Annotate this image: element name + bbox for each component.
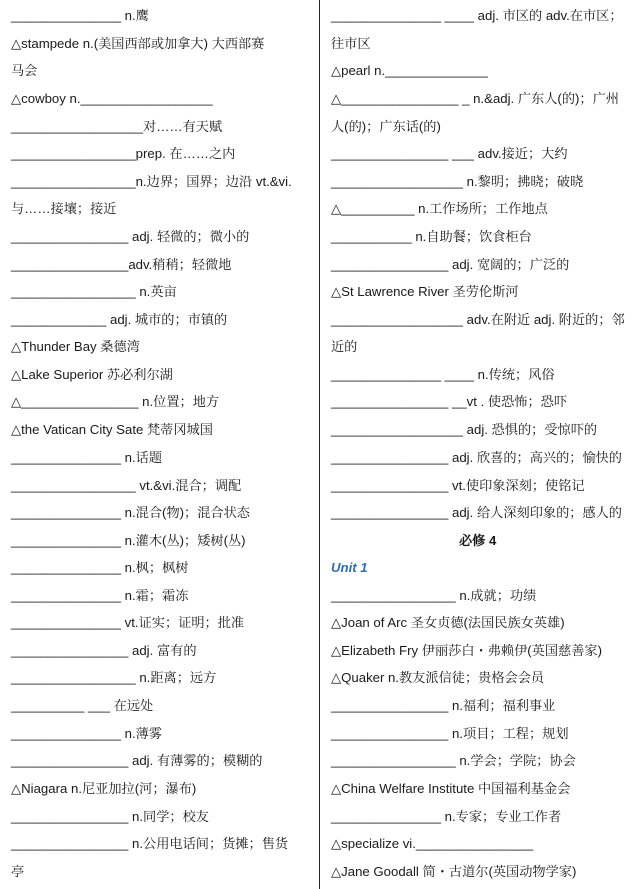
- vocab-line: ___________ n.自助餐；饮食柜台: [331, 229, 532, 244]
- vocab-line: △Thunder Bay 桑德湾: [11, 339, 140, 354]
- column-divider: [319, 0, 320, 889]
- vocab-line: _________________ n.成就；功绩: [331, 588, 537, 603]
- vocab-line: ________________ n.项目；工程；规划: [331, 726, 569, 741]
- vocab-line: △Lake Superior 苏必利尔湖: [11, 367, 173, 382]
- vocab-line: _______________ ____ adj. 市区的 adv.在市区；: [331, 8, 623, 23]
- vocab-line: _____________ adj. 城市的；市镇的: [11, 312, 228, 327]
- vocab-line: 马会: [11, 63, 38, 78]
- vocab-line: ________________ vt.使印象深刻；使铭记: [331, 478, 585, 493]
- vocab-line: _________________n.边界；国界；边沿 vt.&vi.: [11, 174, 292, 189]
- vocab-line: △Niagara n.尼亚加拉(河；瀑布): [11, 781, 197, 796]
- vocab-line: _______________ n.枫；枫树: [11, 560, 189, 575]
- vocab-line: △Elizabeth Fry 伊丽莎白・弗赖伊(英国慈善家): [331, 643, 602, 658]
- vocab-line: △Quaker n.教友派信徒；贵格会会员: [331, 670, 545, 685]
- vocab-line: △specialize vi.________________: [331, 836, 534, 851]
- vocab-line: △the Vatican City Sate 梵蒂冈城国: [11, 422, 213, 437]
- vocab-line: 与……接壤；接近: [11, 201, 117, 216]
- vocab-line: △________________ n.位置；地方: [11, 394, 220, 409]
- vocab-line: ________________ ___ adv.接近；大约: [331, 146, 568, 161]
- vocab-line: __________ ___ 在远处: [11, 698, 154, 713]
- vocab-line: △________________ _ n.&adj. 广东人(的)；广州: [331, 91, 619, 106]
- vocab-line: ________________ adj. 给人深刻印象的；感人的: [331, 505, 622, 520]
- vocab-line: _______________ n.话题: [11, 450, 163, 465]
- vocab-line: _______________ n.薄雾: [11, 726, 163, 741]
- vocab-line: __________________ adv.在附近 adj. 附近的；邻: [331, 312, 625, 327]
- vocab-line: __________________ adj. 恐惧的；受惊吓的: [331, 422, 598, 437]
- vocab-line: ________________ n.同学；校友: [11, 809, 209, 824]
- vocab-line: 亭: [11, 864, 25, 879]
- vocab-line: △stampede n.(美国西部或加拿大) 大西部赛: [11, 36, 265, 51]
- vocab-line: _______________ n.霜；霜冻: [11, 588, 189, 603]
- unit-heading: Unit 1: [331, 560, 368, 575]
- vocab-line: ________________ adj. 宽阔的；广泛的: [331, 257, 570, 272]
- vocab-line: △China Welfare Institute 中国福利基金会: [331, 781, 571, 796]
- vocab-line: △Jane Goodall 简・古道尔(英国动物学家): [331, 864, 577, 879]
- vocab-line: _________________prep. 在……之内: [11, 146, 236, 161]
- vocab-line: _______________ n.混合(物)；混合状态: [11, 505, 250, 520]
- vocab-line: _________________ n.英亩: [11, 284, 177, 299]
- vocab-line: _______________ vt.证实；证明；批准: [11, 615, 245, 630]
- vocab-line: _______________ ____ n.传统；风俗: [331, 367, 555, 382]
- vocab-line: ________________ n.公用电话间；货摊；售货: [11, 836, 289, 851]
- vocab-line: 近的: [331, 339, 358, 354]
- vocab-line: 往市区: [331, 36, 371, 51]
- vocab-line: ________________ n.福利；福利事业: [331, 698, 556, 713]
- vocab-line: _________________ vt.&vi.混合；调配: [11, 478, 242, 493]
- vocab-line: _______________ n.灌木(丛)；矮树(丛): [11, 533, 246, 548]
- vocab-line: _________________ n.距离；远方: [11, 670, 217, 685]
- vocab-line: △St Lawrence River 圣劳伦斯河: [331, 284, 519, 299]
- vocab-line: ________________ adj. 富有的: [11, 643, 197, 658]
- vocab-line: ________________ adj. 欣喜的；高兴的；愉快的: [331, 450, 622, 465]
- vocab-line: _______________ n.鹰: [11, 8, 149, 23]
- vocab-line: △pearl n.______________: [331, 63, 488, 78]
- vocab-line: ________________adv.稍稍；轻微地: [11, 257, 232, 272]
- vocab-line: ________________ __vt . 使恐怖；恐吓: [331, 394, 568, 409]
- vocab-line: △cowboy n.__________________: [11, 91, 213, 106]
- vocab-line: ________________ adj. 有薄雾的；模糊的: [11, 753, 263, 768]
- vocab-line: __________________对……有天赋: [11, 119, 223, 134]
- vocab-line: ________________ adj. 轻微的；微小的: [11, 229, 250, 244]
- vocab-line: 人(的)；广东话(的): [331, 119, 441, 134]
- vocab-line: _______________ n.专家；专业工作者: [331, 809, 562, 824]
- vocab-line: △__________ n.工作场所；工作地点: [331, 201, 548, 216]
- vocab-line: △Joan of Arc 圣女贞德(法国民族女英雄): [331, 615, 565, 630]
- section-heading: 必修 4: [459, 533, 497, 548]
- vocab-line: __________________ n.黎明；拂晓；破晓: [331, 174, 584, 189]
- vocab-line: _________________ n.学会；学院；协会: [331, 753, 576, 768]
